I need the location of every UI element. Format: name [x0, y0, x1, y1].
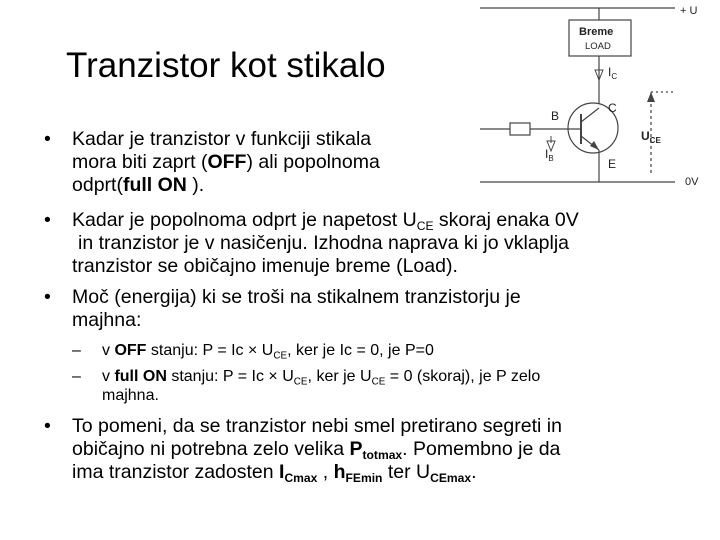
uce-label: $U_{CE}$ — [641, 129, 661, 145]
emitter-arrow — [590, 141, 599, 150]
text-line: majhna. — [102, 387, 159, 404]
text-line: majhna: — [72, 309, 142, 331]
text-line: To pomeni, da se tranzistor nebi smel pretirano segreti in — [72, 415, 562, 437]
transistor-switch-diagram — [475, 0, 720, 195]
emitter-label: E — [608, 157, 617, 171]
text-line: in tranzistor je v nasičenju. Izhodna naprava ki jo vklaplja — [78, 232, 570, 254]
bullet-symbol: • — [44, 128, 51, 150]
bullet-symbol: • — [44, 209, 51, 231]
text-line: v full ON stanju: $P = Ic \times U_{CE}$, ker je $U_{CE} = 0$ (skoraj), je P zelo — [102, 368, 541, 388]
text-line: odprt(full ON ). — [72, 174, 205, 196]
text-line: Kadar je popolnoma odprt je napetost $U_{CE}$ skoraj enaka 0V — [72, 209, 579, 234]
text-line: mora biti zaprt (OFF) ali popolnoma — [72, 151, 380, 173]
supply-label: + U — [680, 5, 698, 17]
base-resistor — [510, 123, 530, 135]
text-line: Kadar je tranzistor v funkciji stikala — [72, 128, 372, 150]
load-label: Breme — [579, 26, 614, 38]
text-line: običajno ni potrebna zelo velika $P_{totmax}$. Pomembno je da — [72, 438, 561, 463]
bullet-symbol: • — [44, 286, 51, 308]
ic-label: $I_C$ — [608, 65, 618, 81]
load-sublabel: LOAD — [585, 41, 611, 52]
slide-title: Tranzistor kot stikalo — [66, 46, 386, 85]
bullet-symbol: • — [44, 415, 51, 437]
dash-symbol: – — [72, 342, 81, 359]
text-line: ima tranzistor zadosten $I_{Cmax}$ , $h_{FEmin}$ ter $U_{CEmax}$. — [72, 461, 477, 486]
ib-label: $I_B$ — [545, 147, 554, 163]
text-line: tranzistor se običajno imenuje breme (Load). — [72, 255, 458, 277]
base-label: B — [551, 109, 560, 123]
dash-symbol: – — [72, 368, 81, 385]
text-line: Moč (energija) ki se troši na stikalnem tranzistorju je — [72, 286, 521, 308]
collector-label: C — [608, 101, 617, 115]
ground-label: 0V — [685, 176, 699, 188]
text-line: v OFF stanju: $P = Ic \times U_{CE}$, ker je Ic = 0, je P=0 — [102, 342, 434, 362]
